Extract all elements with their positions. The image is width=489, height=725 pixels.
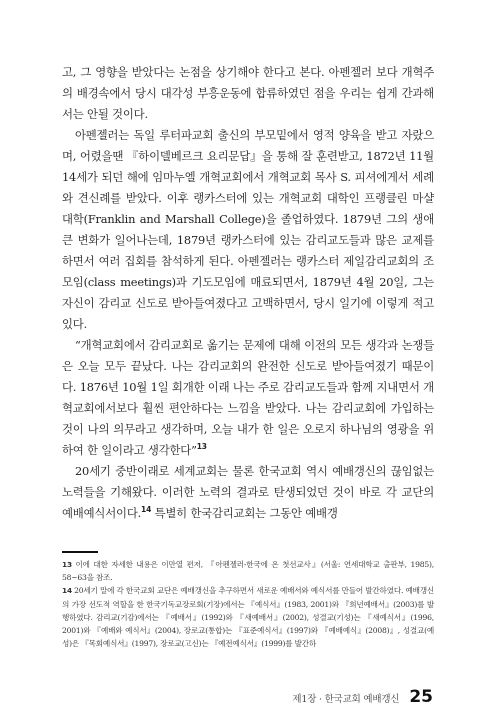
paragraph: 고, 그 영향을 받았다는 논점을 상기해야 한다고 본다. 아펜젤러 보다 개혁주의 배경속에서 당시 대각성 부흥운동에 합류하였던 점을 우리는 쉽게 간과해서는 안될 것이다. xyxy=(62,65,434,121)
footnote xyxy=(62,558,434,584)
footnote-ref[interactable]: 14 xyxy=(141,505,152,515)
main-text xyxy=(62,62,434,524)
footnotes xyxy=(62,558,434,650)
paragraph xyxy=(62,461,434,524)
chapter-label: 제1장 · 한국교회 예배갱신 xyxy=(292,694,400,705)
quote-paragraph xyxy=(62,335,434,461)
footnote-number: 13 xyxy=(62,560,72,569)
footnote-ref[interactable]: 13 xyxy=(196,442,207,452)
footnote xyxy=(62,584,434,650)
paragraph: 아펜젤러는 독일 루터파교회 출신의 부모밑에서 영적 양육을 받고 자랐으며, 어렸을땐 『하이델베르크 요리문답』을 통해 잘 훈련받고, 1872년 11월 14세가 되던 해에 임마누엘 개혁교회에서 개혁교회 목사 S. 피셔에게서 세례와 견신례를 받았다. 이후 랭카스터에 있는 개혁교회 대학인 프랭클린 마샬 대학(Franklin and Marshall College)을 졸업하였다. 1879년 그의 생애 큰 변화가 일어나는데, 1879년 랭카스터에 있는 감리교도들과 많은 교제를 하면서 여러 집회를 참석하게 된다. 아펜젤러는 랭카스터 제일감리교회의 조모임(class meetings)과 기도모임에 매료되면서, 1879년 4월 20일, 그는 자신이 감리교 신도로 받아들여졌다고 고백하면서, 당시 일기에 이렇게 적고 있다. xyxy=(62,128,434,331)
paragraph-text: 20세기 중반이래로 세계교회는 물론 한국교회 역시 예배갱신의 끊임없는 노력들을 기해왔다. 이러한 노력의 결과로 탄생되었던 것이 바로 각 교단의 예배예식서이다. xyxy=(62,464,434,520)
footnote-number: 14 xyxy=(62,586,72,596)
quote-text: “개혁교회에서 감리교회로 옮기는 문제에 대해 이전의 모든 생각과 논쟁들은 오늘 모두 끝났다. 나는 감리교회의 완전한 신도로 받아들여졌기 때문이다. 1876년 10월 1일 회개한 이래 나는 주로 감리교도들과 함께 지내면서 개혁교회에서보다 훨씬 편안하다는 느낌을 받았다. 나는 감리교회에 가입하는 것이 나의 의무라고 생각하며, 오늘 내가 한 일은 오로지 하나님의 영광을 위하여 한 일이라고 생각한다” xyxy=(62,338,434,457)
footnote-text: 20세기 말에 각 한국교회 교단은 예배갱신을 추구하면서 새로운 예배서와 예식서를 만들어 발간하였다. 예배갱신의 가장 선도적 역할을 한 한국기독교장로회(기장)에서는 『예식서』(1983, 2001)와 『희년예배서』(2003)를 발행하였다. 감리교(기감)에서는 『예배서』(1992)와 『새예배서』(2002), 성결교(기성)는 『새예식서』(1996, 2001)와 『예배와 예식서』(2004), 장로교(통합)는 『표준예식서』(1997)와 『예배예식』(2008)』, 성결교(예성)은 『목회예식서』(1997), 장로교(고신)는 『예전예식서』(1999)를 발간하 xyxy=(62,586,434,649)
footnote-text: 이에 대한 자세한 내용은 이만열 편저, 『아펜젤러-한국에 온 첫선교사』(서울: 연세대학교 출판부, 1985), 58~63을 참조. xyxy=(62,560,434,583)
footnote-divider xyxy=(62,551,98,553)
page-number: 25 xyxy=(409,687,433,707)
paragraph-text: 특별히 한국감리교회는 그동안 예배갱 xyxy=(151,506,338,520)
running-footer xyxy=(292,687,433,707)
